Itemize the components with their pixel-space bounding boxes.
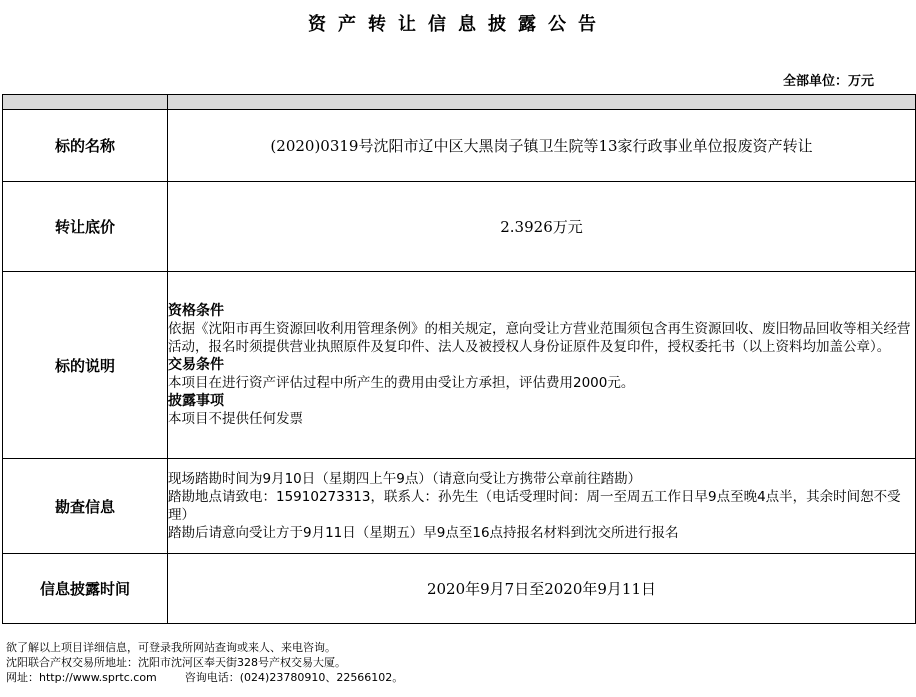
value-desc [168, 272, 916, 459]
label-name: 标的名称 [3, 110, 168, 182]
header-row [3, 95, 916, 110]
trade-text: 本项目在进行资产评估过程中所产生的费用由受让方承担，评估费用2000元。 [168, 375, 635, 391]
disclosure-title: 披露事项 [168, 393, 224, 409]
header-cell-left [3, 95, 168, 110]
value-price: 2.3926万元 [168, 182, 916, 272]
row-survey [3, 459, 916, 554]
announcement-table [2, 94, 916, 624]
website-label: 网址： [6, 671, 39, 684]
footer [6, 640, 403, 685]
disclosure-text: 本项目不提供任何发票 [168, 411, 303, 427]
unit-note: 全部单位：万元 [782, 74, 874, 89]
phone-number: (024)23780910、22566102。 [239, 671, 404, 684]
row-price [3, 182, 916, 272]
page-title: 资产转让信息披露公告 [308, 14, 608, 35]
header-cell-right [168, 95, 916, 110]
survey-line-2: 踏勘地点请致电：15910273313，联系人：孙先生（电话受理时间：周一至周五工作日早9点至晚4点半，其余时间恕不受理） [168, 489, 901, 523]
value-survey [168, 459, 916, 554]
footer-line-2: 沈阳联合产权交易所地址：沈阳市沈河区奉天街328号产权交易大厦。 [6, 656, 346, 669]
row-name [3, 110, 916, 182]
value-name: (2020)0319号沈阳市辽中区大黑岗子镇卫生院等13家行政事业单位报废资产转让 [168, 110, 916, 182]
qualification-title: 资格条件 [168, 303, 224, 319]
website-link[interactable]: http://www.sprtc.com [39, 671, 157, 684]
footer-contact-row [6, 670, 403, 685]
phone-label: 咨询电话： [184, 671, 240, 684]
label-price: 转让底价 [3, 182, 168, 272]
footer-line-1: 欲了解以上项目详细信息，可登录我所网站查询或来人、来电咨询。 [6, 641, 336, 654]
label-period: 信息披露时间 [3, 554, 168, 624]
label-survey: 勘查信息 [3, 459, 168, 554]
value-period: 2020年9月7日至2020年9月11日 [168, 554, 916, 624]
survey-line-3: 踏勘后请意向受让方于9月11日（星期五）早9点至16点持报名材料到沈交所进行报名 [168, 525, 679, 541]
trade-title: 交易条件 [168, 357, 224, 373]
label-desc: 标的说明 [3, 272, 168, 459]
row-desc [3, 272, 916, 459]
row-period [3, 554, 916, 624]
qualification-text: 依据《沈阳市再生资源回收利用管理条例》的相关规定，意向受让方营业范围须包含再生资源回收、废旧物品回收等相关经营活动，报名时须提供营业执照原件及复印件、法人及被授权人身份证原件及复印件，授权委托书（以上资料均加盖公章）。 [168, 321, 911, 355]
survey-line-1: 现场踏勘时间为9月10日（星期四上午9点）（请意向受让方携带公章前往踏勘） [168, 471, 642, 487]
